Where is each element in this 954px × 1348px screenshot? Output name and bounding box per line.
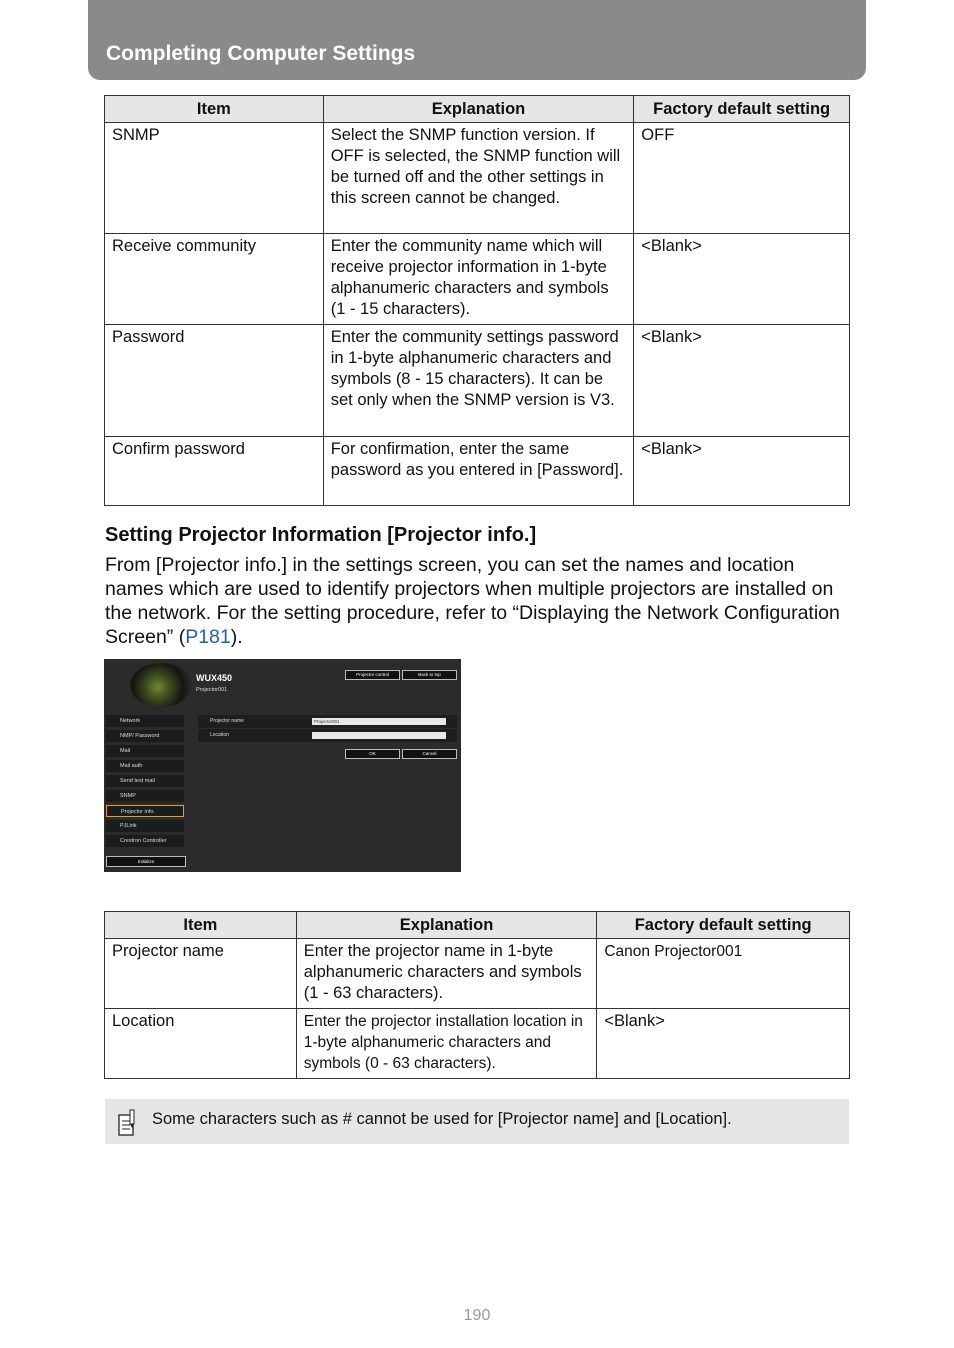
column-header-default: Factory default setting	[634, 96, 850, 123]
column-header-item: Item	[105, 912, 297, 939]
screenshot-projector-name: Projector001	[196, 687, 228, 693]
projector-name-row	[198, 715, 457, 728]
cell-item: Location	[105, 1009, 297, 1079]
table-row	[105, 939, 850, 1009]
cell-explanation: For confirmation, enter the same password as you entered in [Password].	[323, 437, 634, 506]
paragraph-text: From [Projector info.] in the settings screen, you can set the names and location names which are used to identify projectors when multiple projectors are installed on the network. For the setting procedure, refer to “Displaying the Network Configuration Screen” (	[105, 554, 840, 648]
projector-info-table	[104, 911, 850, 1079]
cell-explanation: Enter the community name which will receive projector information in 1-byte alphanumeric characters and symbols (1 - 15 characters).	[323, 234, 634, 325]
projector-control-button[interactable]: Projector control	[345, 670, 400, 680]
ok-button[interactable]: OK	[345, 749, 400, 759]
table-row	[105, 437, 850, 506]
back-to-top-button[interactable]: Back to top	[402, 670, 457, 680]
column-header-item: Item	[105, 96, 324, 123]
page-number: 190	[463, 1307, 491, 1324]
sidebar-item-snmp[interactable]: SNMP	[106, 790, 184, 802]
projector-name-label: Projector name	[210, 718, 244, 724]
table-header-row	[105, 96, 850, 123]
note-text: Some characters such as # cannot be used for [Projector name] and [Location].	[152, 1110, 732, 1128]
initialize-button[interactable]: Initialize	[106, 856, 186, 867]
page-reference-link[interactable]: P181	[185, 626, 231, 648]
table-row	[105, 1009, 850, 1079]
sidebar-item-projector-info[interactable]: Projector info.	[106, 805, 184, 817]
cell-default: <Blank>	[597, 1009, 850, 1079]
cell-default: <Blank>	[634, 325, 850, 437]
column-header-explanation: Explanation	[323, 96, 634, 123]
location-input[interactable]	[312, 732, 446, 739]
cell-item: SNMP	[105, 123, 324, 234]
cell-explanation: Enter the community settings password in 1-byte alphanumeric characters and symbols (8 - 15 characters). It can be set only when the SNMP version is V3.	[323, 325, 634, 437]
cell-explanation: Enter the projector name in 1-byte alphanumeric characters and symbols (1 - 63 characters).	[296, 939, 597, 1009]
paragraph-text-end: ).	[230, 626, 243, 648]
cell-explanation: Select the SNMP function version. If OFF is selected, the SNMP function will be turned off and the other settings in this screen cannot be changed.	[323, 123, 634, 234]
table-row	[105, 325, 850, 437]
cell-default: <Blank>	[634, 234, 850, 325]
location-label: Location	[210, 732, 229, 738]
table-row	[105, 234, 850, 325]
sidebar-item-send-test-mail[interactable]: Send test mail	[106, 775, 184, 787]
sidebar-item-mail-auth[interactable]: Mail auth	[106, 760, 184, 772]
column-header-explanation: Explanation	[296, 912, 597, 939]
table-header-row	[105, 912, 850, 939]
cell-default: OFF	[634, 123, 850, 234]
note-memo-icon	[117, 1109, 137, 1137]
projector-name-input[interactable]: Projector001	[312, 718, 446, 725]
sidebar-item-password[interactable]: NMP/ Password	[106, 730, 184, 742]
table-row	[105, 123, 850, 234]
location-row	[198, 729, 457, 742]
column-header-default: Factory default setting	[597, 912, 850, 939]
cell-default: Canon Projector001	[597, 939, 850, 1009]
cell-item: Receive community	[105, 234, 324, 325]
cell-item: Confirm password	[105, 437, 324, 506]
cell-explanation: Enter the projector installation location in 1-byte alphanumeric characters and symbols (0 - 63 characters).	[296, 1009, 597, 1079]
note-box	[105, 1099, 849, 1144]
cancel-button[interactable]: Cancel	[402, 749, 457, 759]
snmp-settings-table	[104, 95, 850, 506]
page-header-bar	[88, 0, 866, 80]
section-heading: Setting Projector Information [Projector info.]	[105, 524, 537, 546]
sidebar-item-pjlink[interactable]: PJLink	[106, 820, 184, 832]
sidebar-item-network[interactable]: Network	[106, 715, 184, 727]
section-title: Completing Computer Settings	[106, 42, 416, 65]
sidebar-item-mail[interactable]: Mail	[106, 745, 184, 757]
section-paragraph	[105, 553, 845, 649]
sidebar-item-crestron[interactable]: Crestron Controller	[106, 835, 184, 847]
cell-item: Password	[105, 325, 324, 437]
projector-info-screenshot	[104, 659, 461, 872]
projector-lens-image	[130, 663, 192, 707]
cell-default: <Blank>	[634, 437, 850, 506]
cell-item: Projector name	[105, 939, 297, 1009]
screenshot-model-name: WUX450	[196, 673, 233, 683]
